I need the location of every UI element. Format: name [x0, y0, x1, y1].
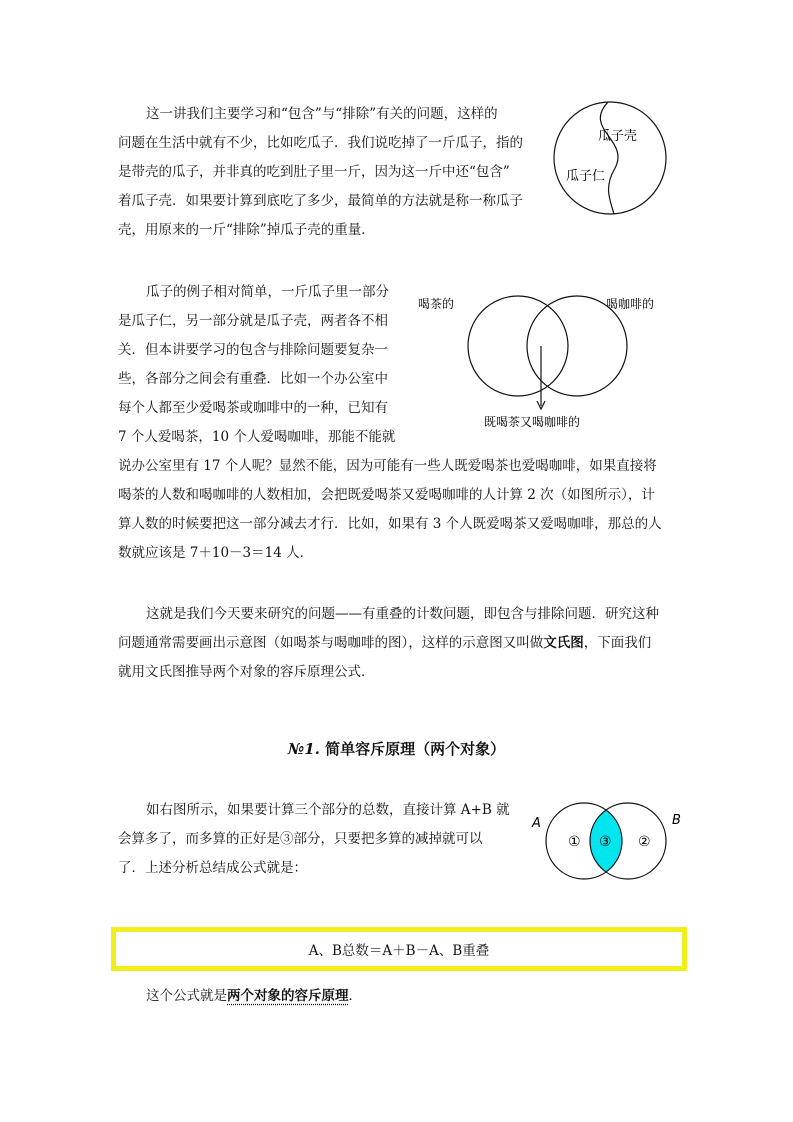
formula-intro-paragraph	[118, 796, 510, 883]
principle-term: 两个对象的容斥原理	[227, 988, 349, 1004]
text-line	[118, 982, 362, 1011]
region-1: ①	[568, 834, 581, 850]
venn-term: 文氏图	[543, 635, 584, 651]
text-line: 喝茶的人数和喝咖啡的人数相加，会把既爱喝茶又爱喝咖啡的人计算 2 次（如图所示），计	[118, 487, 655, 503]
region-2: ②	[638, 834, 651, 850]
venn-intro-paragraph	[118, 600, 659, 687]
text-line: 每个人都至少爱喝茶或咖啡中的一种，已知有	[118, 400, 388, 416]
ab-venn	[528, 800, 688, 882]
coffee-label: 喝咖啡的	[606, 297, 655, 311]
text-line: 这一讲我们主要学习和“包含”与“排除”有关的问题，这样的	[146, 106, 498, 122]
kernel-label: 瓜子仁	[566, 169, 606, 184]
text-line	[118, 629, 659, 658]
text-line: 数就应该是 7＋10－3＝14 人．	[118, 545, 314, 561]
text-line: 壳，用原来的一斤“排除”掉瓜子壳的重量．	[118, 222, 375, 238]
text-line: 会算多了，而多算的正好是③部分，只要把多算的减掉就可以	[118, 831, 483, 847]
region-3: ③	[599, 834, 612, 850]
text-line: 些，各部分之间会有重叠．比如一个办公室中	[118, 371, 388, 387]
text-line: 说办公室里有 17 个人呢？显然不能，因为可能有一些人既爱喝茶也爱喝咖啡，如果直接将	[118, 458, 657, 474]
text-line: 是瓜子仁，另一部分就是瓜子壳，两者各不相	[118, 313, 388, 329]
text-line: 这就是我们今天要来研究的问题——有重叠的计数问题，即包含与排除问题．研究这种	[146, 606, 659, 622]
text-segment: ，下面我们	[583, 635, 652, 651]
formula-text: A、B总数＝A＋B－A、B重叠	[308, 943, 490, 959]
text-line: 着瓜子壳．如果要计算到底吃了多少，最简单的方法就是称一称瓜子	[118, 193, 523, 209]
label-b: B	[672, 813, 681, 828]
tea-label: 喝茶的	[418, 297, 455, 311]
section-heading	[0, 738, 793, 759]
shell-label: 瓜子壳	[598, 129, 638, 144]
text-line: 就用文氏图推导两个对象的容斥原理公式．	[118, 664, 375, 680]
text-line: 了．上述分析总结成公式就是：	[118, 860, 307, 876]
text-segment: 问题通常需要画出示意图（如喝茶与喝咖啡的图），这样的示意图又叫做	[118, 635, 544, 651]
text-line: 问题在生活中就有不少，比如吃瓜子．我们说吃掉了一斤瓜子，指的	[118, 135, 523, 151]
seed-figure	[552, 100, 668, 216]
closing-paragraph	[118, 982, 362, 1011]
text-line: 关．但本讲要学习的包含与排除问题要复杂一	[118, 342, 388, 358]
text-line: 是带壳的瓜子，并非真的吃到肚子里一斤，因为这一斤中还“包含”	[118, 164, 510, 180]
text-segment: ．	[348, 988, 362, 1004]
section-number: №1.	[287, 740, 320, 758]
both-label: 既喝茶又喝咖啡的	[484, 415, 581, 429]
formula-box	[111, 927, 687, 971]
label-a: A	[532, 816, 541, 831]
text-line: 如右图所示，如果要计算三个部分的总数，直接计算 A+B 就	[146, 802, 510, 818]
tea-coffee-venn	[410, 288, 670, 438]
text-line: 瓜子的例子相对简单，一斤瓜子里一部分	[146, 284, 389, 300]
intro-paragraph	[118, 100, 523, 245]
text-line: 算人数的时候要把这一部分减去才行．比如，如果有 3 个人既爱喝茶又爱喝咖啡，那总的人	[118, 516, 662, 532]
text-segment: 这个公式就是	[146, 988, 227, 1004]
text-line: 7 个人爱喝茶，10 个人爱喝咖啡，那能不能就	[118, 429, 396, 445]
section-title: 简单容斥原理（两个对象）	[325, 740, 506, 758]
